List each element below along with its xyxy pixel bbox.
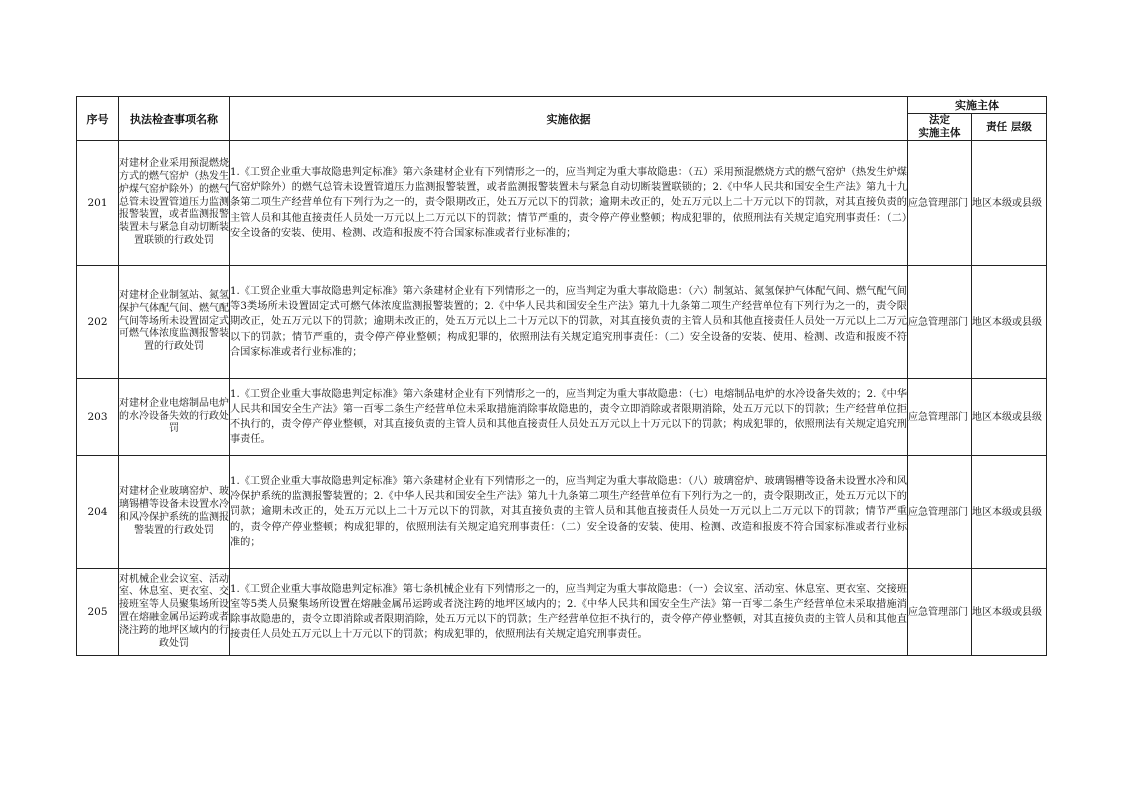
row-basis: 1.《工贸企业重大事故隐患判定标准》第七条机械企业有下列情形之一的，应当判定为重大事故隐患：（一）会议室、活动室、休息室、更衣室、交接班室等5类人员聚集场所设置在熔融金属吊运跨或者浇注跨的地坪区域内的；2.《中华人民共和国安全生产法》第一百零二条生产经营单位未采取措施消除事故隐患的，责令立即消除或者限期消除，处五万元以下的罚款；生产经营单位拒不执行的，责令停产停业整顿，对其直接负责的主管人员和其他直接责任人员处五万元以上十万元以下的罚款；构成犯罪的，依照刑法有关规定追究刑事责任。 (230, 569, 908, 656)
enforcement-items-table (76, 96, 1047, 656)
row-dept: 应急管理部门 (908, 141, 972, 266)
header-basis: 实施依据 (230, 97, 908, 141)
row-item-name: 对建材企业采用预混燃烧方式的燃气窑炉（热发生炉煤气窑炉除外）的燃气总管未设置管道压力监测报警装置，或者监测报警装置未与紧急自动切断装置联锁的行政处罚 (119, 141, 230, 266)
row-item-name: 对建材企业电熔制品电炉的水冷设备失效的行政处罚 (119, 379, 230, 456)
row-level: 地区本级或县级 (972, 456, 1047, 569)
row-item-name: 对机械企业会议室、活动室、休息室、更衣室、交接班室等人员聚集场所设置在熔融金属吊运跨或者浇注跨的地坪区域内的行政处罚 (119, 569, 230, 656)
header-responsibility-level: 责任 层级 (972, 114, 1047, 141)
row-dept: 应急管理部门 (908, 379, 972, 456)
row-dept: 应急管理部门 (908, 456, 972, 569)
row-item-name: 对建材企业玻璃窑炉、玻璃锡槽等设备未设置水冷和风冷保护系统的监测报警装置的行政处罚 (119, 456, 230, 569)
row-index: 202 (77, 266, 119, 379)
row-basis: 1.《工贸企业重大事故隐患判定标准》第六条建材企业有下列情形之一的，应当判定为重大事故隐患：（八）玻璃窑炉、玻璃锡槽等设备未设置水冷和风冷保护系统的监测报警装置的；2.《中华人民共和国安全生产法》第九十九条第二项生产经营单位有下列行为之一的，责令限期改正，处五万元以下的罚款；逾期未改正的，处五万元以上二十万元以下的罚款，对其直接负责的主管人员和其他直接责任人员处一万元以上二万元以下的罚款；情节严重的，责令停产停业整顿；构成犯罪的，依照刑法有关规定追究刑事责任：（二）安全设备的安装、使用、检测、改造和报废不符合国家标准或者行业标准的； (230, 456, 908, 569)
row-basis: 1.《工贸企业重大事故隐患判定标准》第六条建材企业有下列情形之一的，应当判定为重大事故隐患：（六）制氢站、氮氢保护气体配气间、燃气配气间等3类场所未设置固定式可燃气体浓度监测报警装置的；2.《中华人民共和国安全生产法》第九十九条第二项生产经营单位有下列行为之一的，责令限期改正，处五万元以下的罚款；逾期未改正的，处五万元以上二十万元以下的罚款，对其直接负责的主管人员和其他直接责任人员处一万元以上二万元以下的罚款；情节严重的，责令停产停业整顿；构成犯罪的，依照刑法有关规定追究刑事责任：（二）安全设备的安装、使用、检测、改造和报废不符合国家标准或者行业标准的； (230, 266, 908, 379)
header-index: 序号 (77, 97, 119, 141)
row-item-name: 对建材企业制氢站、氮氢保护气体配气间、燃气配气间等场所未设置固定式可燃气体浓度监测报警装置的行政处罚 (119, 266, 230, 379)
row-dept: 应急管理部门 (908, 266, 972, 379)
table-row (77, 379, 1047, 456)
row-index: 205 (77, 569, 119, 656)
row-level: 地区本级或县级 (972, 141, 1047, 266)
table-row (77, 569, 1047, 656)
row-level: 地区本级或县级 (972, 379, 1047, 456)
row-level: 地区本级或县级 (972, 569, 1047, 656)
row-basis: 1.《工贸企业重大事故隐患判定标准》第六条建材企业有下列情形之一的，应当判定为重大事故隐患：（七）电熔制品电炉的水冷设备失效的；2.《中华人民共和国安全生产法》第一百零二条生产经营单位未采取措施消除事故隐患的，责令立即消除或者限期消除，处五万元以下的罚款；生产经营单位拒不执行的，责令停产停业整顿，对其直接负责的主管人员和其他直接责任人员处五万元以上十万元以下的罚款；构成犯罪的，依照刑法有关规定追究刑事责任。 (230, 379, 908, 456)
header-item-name: 执法检查事项名称 (119, 97, 230, 141)
row-index: 204 (77, 456, 119, 569)
table-row (77, 141, 1047, 266)
table-row (77, 456, 1047, 569)
row-dept: 应急管理部门 (908, 569, 972, 656)
row-level: 地区本级或县级 (972, 266, 1047, 379)
row-index: 203 (77, 379, 119, 456)
header-legal-subject: 法定 实施主体 (908, 114, 972, 141)
row-index: 201 (77, 141, 119, 266)
table-row (77, 266, 1047, 379)
row-basis: 1.《工贸企业重大事故隐患判定标准》第六条建材企业有下列情形之一的，应当判定为重大事故隐患：（五）采用预混燃烧方式的燃气窑炉（热发生炉煤气窑炉除外）的燃气总管未设置管道压力监测报警装置，或者监测报警装置未与紧急自动切断装置联锁的；2.《中华人民共和国安全生产法》第九十九条第二项生产经营单位有下列行为之一的，责令限期改正，处五万元以下的罚款；逾期未改正的，处五万元以上二十万元以下的罚款，对其直接负责的主管人员和其他直接责任人员处一万元以上二万元以下的罚款；情节严重的，责令停产停业整顿；构成犯罪的，依照刑法有关规定追究刑事责任：（二）安全设备的安装、使用、检测、改造和报废不符合国家标准或者行业标准的； (230, 141, 908, 266)
header-subject-group: 实施主体 (908, 97, 1047, 114)
